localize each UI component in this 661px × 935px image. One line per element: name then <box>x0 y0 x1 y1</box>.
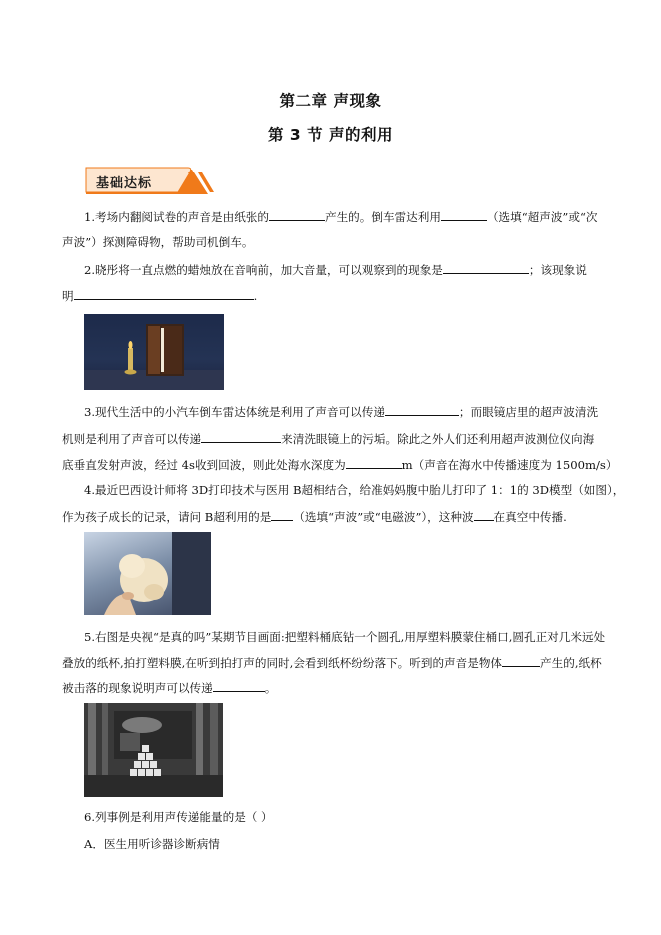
q5-line1: 5.右图是央视“是真的吗”某期节目画面:把塑料桶底钻一个圆孔,用厚塑料膜蒙住桶口,圆孔正对几米远处 <box>84 630 606 644</box>
q1-text-a: 1.考场内翻阅试卷的声音是由纸张的 <box>84 210 269 224</box>
q4-text-a: 作为孩子成长的记录，请问 B超利用的是 <box>62 510 272 524</box>
q3-text-b: ；而眼镜店里的超声波清洗 <box>458 405 599 419</box>
q1-blank-2[interactable] <box>441 208 487 221</box>
q3-text-c: 机则是利用了声音可以传递 <box>62 432 202 446</box>
q3-blank-3[interactable] <box>346 456 402 469</box>
q3-text-e: 底垂直发射声波，经过 4s收到回波，则此处海水深度为 <box>62 458 346 472</box>
q2-text-c: 明 <box>62 289 74 303</box>
q3-line2 <box>62 430 594 447</box>
section-badge <box>84 166 216 196</box>
q2-line2 <box>62 287 257 304</box>
fetus-model-photo <box>84 532 211 615</box>
q5-line3 <box>62 679 276 696</box>
q2-text-d: . <box>253 289 258 303</box>
q3-blank-1[interactable] <box>385 403 459 416</box>
q1-text-c: （选填“超声波”或“次 <box>486 210 598 224</box>
chapter-title: 第二章 声现象 <box>279 92 382 110</box>
candle-speaker-photo <box>84 314 224 390</box>
q3-blank-2[interactable] <box>201 430 281 443</box>
q5-blank-1[interactable] <box>502 654 540 667</box>
q5-text-d: 。 <box>264 681 277 695</box>
q3-text-f: m（声音在海水中传播速度为 1500m/s） <box>401 458 618 472</box>
cup-pyramid-photo <box>84 703 223 797</box>
q2-line1 <box>84 261 587 278</box>
q4-blank-1[interactable] <box>271 508 293 521</box>
q3-text-a: 3.现代生活中的小汽车倒车雷达体统是利用了声音可以传递 <box>84 405 385 419</box>
q2-text-a: 2.晓彤将一直点燃的蜡烛放在音响前，加大音量，可以观察到的现象是 <box>84 263 443 277</box>
q1-text-b: 产生的。倒车雷达利用 <box>324 210 441 224</box>
badge-label: 基础达标 <box>96 176 153 191</box>
q5-line2 <box>62 654 602 671</box>
section-title: 第 3 节 声的利用 <box>268 126 393 144</box>
q2-text-b: ；该现象说 <box>528 263 587 277</box>
q6-option-a[interactable]: A．医生用听诊器诊断病情 <box>84 837 220 851</box>
q2-blank-1[interactable] <box>443 261 529 274</box>
q4-blank-2[interactable] <box>474 508 494 521</box>
q2-blank-2[interactable] <box>74 287 254 300</box>
q4-text-b: （选填“声波”或“电磁波”），这种波 <box>293 510 474 524</box>
q5-text-c: 被击落的现象说明声可以传递 <box>62 681 213 695</box>
q3-line3 <box>62 456 617 473</box>
q4-line1: 4.最近巴西设计师将 3D打印技术与医用 B超相结合，给准妈妈腹中胎儿打印了 1：1的 3D模型（如图）， <box>84 483 625 497</box>
q5-text-b: 产生的,纸杯 <box>540 656 602 670</box>
q4-text-c: 在真空中传播. <box>493 510 567 524</box>
q1-blank-1[interactable] <box>269 208 325 221</box>
q3-line1 <box>84 403 598 420</box>
q6-stem: 6.列事例是利用声传递能量的是（ ） <box>84 810 273 824</box>
q4-line2 <box>62 508 567 525</box>
q5-blank-2[interactable] <box>213 679 265 692</box>
q3-text-d: 来清洗眼镜上的污垢。除此之外人们还利用超声波测位仪向海 <box>281 432 595 446</box>
q5-text-a: 叠放的纸杯,拍打塑料膜,在听到拍打声的同时,会看到纸杯纷纷落下。听到的声音是物体 <box>62 656 503 670</box>
q1-line1 <box>84 208 597 225</box>
q1-line2: 声波”）探测障碍物，帮助司机倒车。 <box>62 235 254 249</box>
